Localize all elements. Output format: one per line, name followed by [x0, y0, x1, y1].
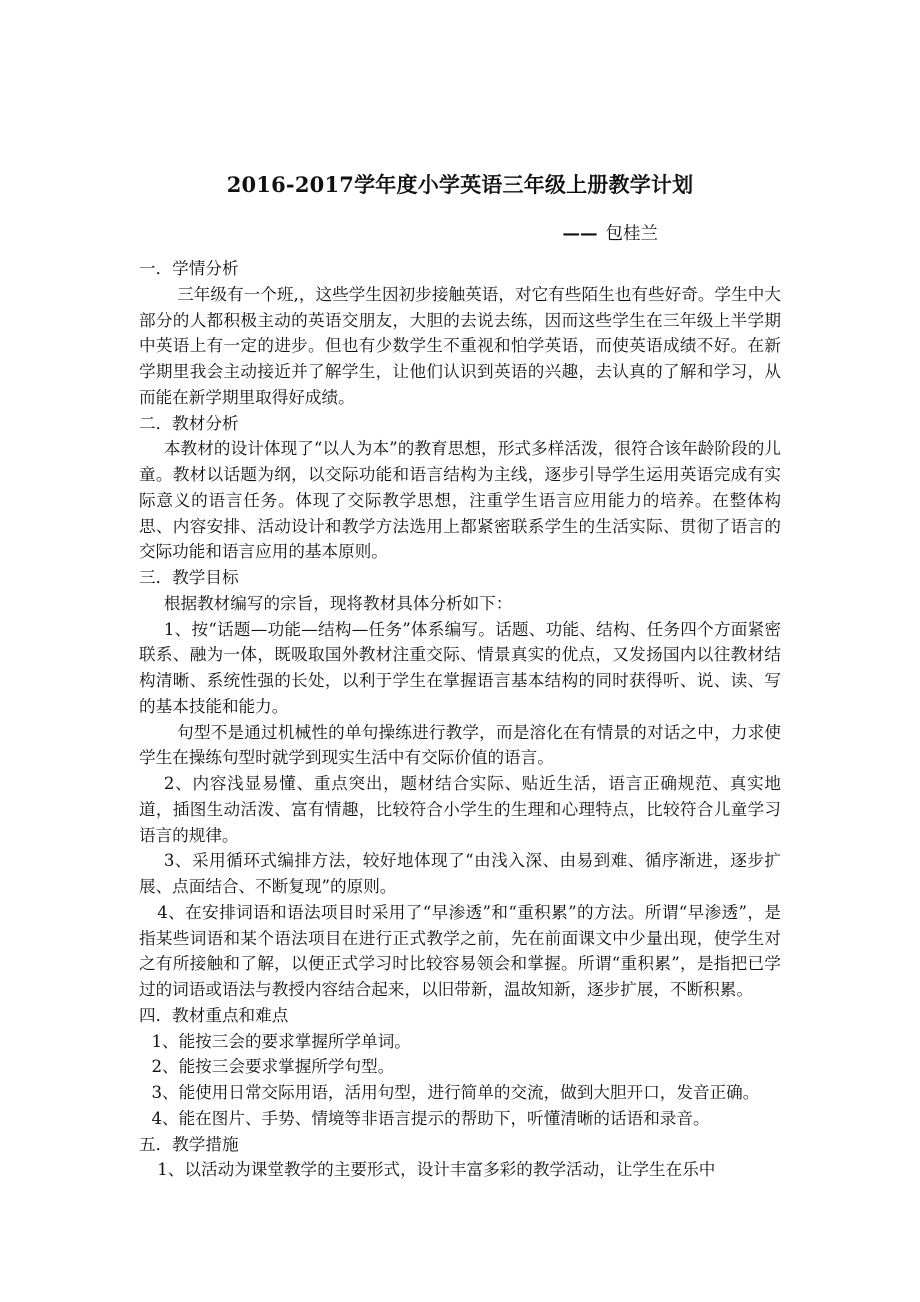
list-item: 3、能使用日常交际用语，活用句型，进行简单的交流，做到大胆开口，发音正确。 — [151, 1083, 760, 1102]
paragraph: 1、按“话题—功能—结构—任务”体系编写。话题、功能、结构、任务四个方面紧密联系、融为一体，既吸取国外教材注重交际、情景真实的优点，又发扬国内以往教材结构清晰、系统性强的长处，以利于学生在掌握语言基本结构的同时获得听、说、读、写的基本技能和能力。 — [139, 619, 781, 716]
section-heading: 一．学情分析 — [139, 259, 239, 278]
section-heading: 四．教材重点和难点 — [139, 1005, 289, 1025]
paragraph: 2、内容浅显易懂、重点突出，题材结合实际、贴近生活，语言正确规范、真实地道，插图生动活泼、富有情趣，比较符合小学生的生理和心理特点，比较符合儿童学习语言的规律。 — [139, 774, 781, 845]
paragraph: 三年级有一个班,，这些学生因初步接触英语，对它有些陌生也有些好奇。学生中大部分的人都积极主动的英语交朋友，大胆的去说去练，因而这些学生在三年级上半学期中英语上有一定的进步。但也有少数学生不重视和怕学英语，而使英语成绩不好。在新学期里我会主动接近并了解学生，让他们认识到英语的兴趣，去认真的了解和学习，从而能在新学期里取得好成绩。 — [139, 284, 781, 407]
author-name: 包桂兰 — [605, 224, 658, 244]
paragraph: 本教材的设计体现了“以人为本”的教育思想，形式多样活泼，很符合该年龄阶段的儿童。教材以话题为纲，以交际功能和语言结构为主线，逐步引导学生运用英语完成有实际意义的语言任务。体现了交际教学思想，注重学生语言应用能力的培养。在整体构思、内容安排、活动设计和教学方法选用上都紧密联系学生的生活实际、贯彻了语言的交际功能和语言应用的基本原则。 — [139, 439, 781, 562]
document-body — [139, 256, 781, 1183]
list-item: 1、能按三会的要求掌握所学单词。 — [151, 1031, 411, 1051]
author-line — [563, 220, 659, 248]
list-item: 2、能按三会要求掌握所学句型。 — [151, 1057, 395, 1077]
paragraph: 4、在安排词语和语法项目时采用了“早渗透”和“重积累”的方法。所谓“早渗透”，是指某些词语和某个语法项目在进行正式教学之前，先在前面课文中少量出现，使学生对之有所接触和了解，以便正式学习时比较容易领会和掌握。所谓“重积累”，是指把已学过的词语或语法与教授内容结合起来，以旧带新，温故知新，逐步扩展，不断积累。 — [139, 902, 781, 999]
section-heading: 三．教学目标 — [139, 568, 239, 587]
paragraph: 1、以活动为课堂教学的主要形式，设计丰富多彩的教学活动，让学生在乐中 — [157, 1160, 716, 1180]
section-heading: 五．教学措施 — [139, 1134, 239, 1154]
paragraph: 3、采用循环式编排方法，较好地体现了“由浅入深、由易到难、循序渐进，逐步扩展、点面结合、不断复现”的原则。 — [139, 851, 781, 896]
section-heading: 二．教材分析 — [139, 413, 239, 433]
list-item: 4、能在图片、手势、情境等非语言提示的帮助下，听懂清晰的话语和录音。 — [151, 1108, 710, 1128]
paragraph: 根据教材编写的宗旨，现将教材具体分析如下： — [163, 593, 513, 613]
document-title: 2016-2017学年度小学英语三年级上册教学计划 — [226, 172, 694, 197]
author-dash: —— — [562, 224, 598, 244]
paragraph: 句型不是通过机械性的单句操练进行教学，而是溶化在有情景的对话之中，力求使学生在操练句型时就学到现实生活中有交际价值的语言。 — [139, 722, 781, 768]
